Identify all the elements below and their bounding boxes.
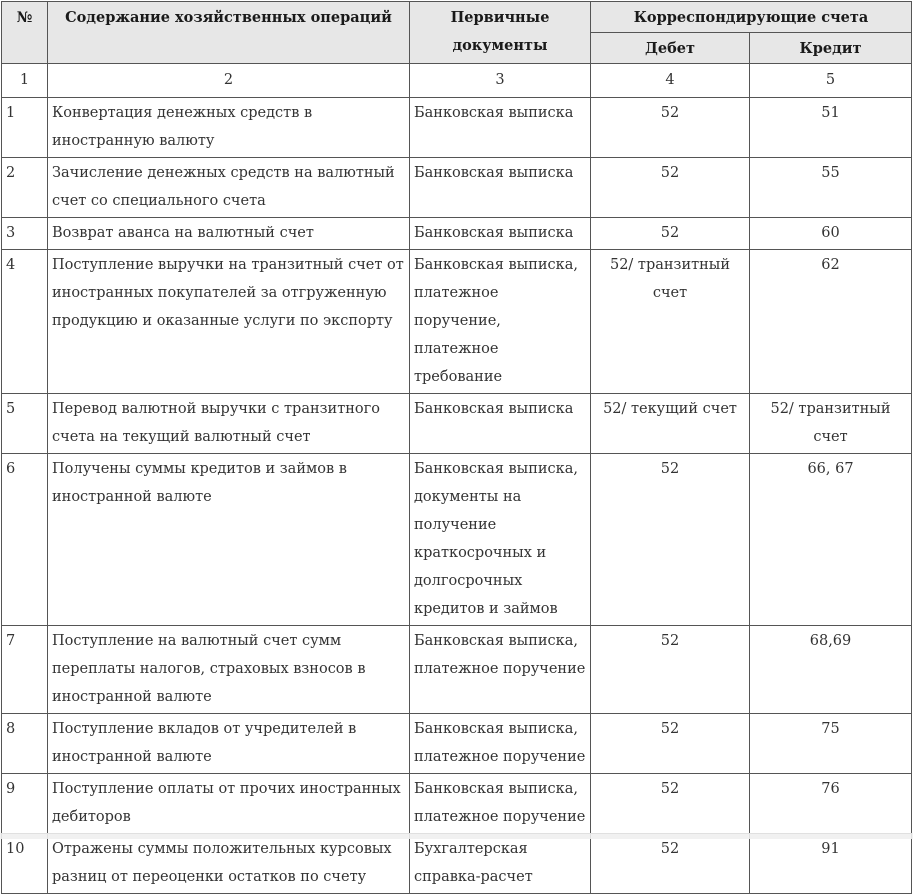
table-row bbox=[2, 774, 912, 834]
header-documents-line1: Первичные bbox=[450, 9, 550, 26]
row-number-cell: 9 bbox=[2, 774, 48, 834]
primary-documents-cell: Банковская выписка bbox=[410, 218, 591, 250]
debit-account-cell: 52 bbox=[591, 98, 750, 158]
table-row bbox=[2, 834, 912, 894]
table-row bbox=[2, 454, 912, 626]
operations-table bbox=[1, 1, 912, 894]
header-documents-line2: документы bbox=[452, 37, 548, 54]
credit-account-cell: 55 bbox=[750, 158, 912, 218]
table-row bbox=[2, 98, 912, 158]
credit-account-cell: 52/ транзитный счет bbox=[750, 394, 912, 454]
primary-documents-cell: Банковская выписка, платежное поручение bbox=[410, 774, 591, 834]
header-number: № bbox=[2, 2, 48, 64]
credit-account-cell: 68,69 bbox=[750, 626, 912, 714]
credit-account-cell: 51 bbox=[750, 98, 912, 158]
debit-account-cell: 52 bbox=[591, 834, 750, 894]
header-documents bbox=[410, 2, 591, 64]
operation-content-cell: Поступление оплаты от прочих иностранных дебиторов bbox=[48, 774, 410, 834]
table-row bbox=[2, 218, 912, 250]
debit-account-cell: 52 bbox=[591, 218, 750, 250]
column-number: 5 bbox=[750, 64, 912, 98]
debit-account-cell: 52 bbox=[591, 714, 750, 774]
table-row bbox=[2, 158, 912, 218]
credit-account-cell: 62 bbox=[750, 250, 912, 394]
debit-account-cell: 52 bbox=[591, 158, 750, 218]
bottom-edge bbox=[0, 833, 913, 839]
table-body bbox=[2, 64, 912, 894]
operation-content-cell: Конвертация денежных средств в иностранную валюту bbox=[48, 98, 410, 158]
row-number-cell: 7 bbox=[2, 626, 48, 714]
debit-account-cell: 52 bbox=[591, 454, 750, 626]
column-number: 3 bbox=[410, 64, 591, 98]
header-debit: Дебет bbox=[591, 33, 750, 64]
row-number-cell: 4 bbox=[2, 250, 48, 394]
operation-content-cell: Отражены суммы положительных курсовых разниц от переоценки остатков по счету bbox=[48, 834, 410, 894]
operation-content-cell: Получены суммы кредитов и займов в иностранной валюте bbox=[48, 454, 410, 626]
operation-content-cell: Зачисление денежных средств на валютный счет со специального счета bbox=[48, 158, 410, 218]
row-number-cell: 6 bbox=[2, 454, 48, 626]
header-accounts: Корреспондирующие счета bbox=[591, 2, 912, 33]
header-content: Содержание хозяйственных операций bbox=[48, 2, 410, 64]
table-row bbox=[2, 250, 912, 394]
credit-account-cell: 66, 67 bbox=[750, 454, 912, 626]
column-number: 2 bbox=[48, 64, 410, 98]
primary-documents-cell: Банковская выписка, платежное поручение, платежное требование bbox=[410, 250, 591, 394]
debit-account-cell: 52 bbox=[591, 774, 750, 834]
row-number-cell: 8 bbox=[2, 714, 48, 774]
row-number-cell: 3 bbox=[2, 218, 48, 250]
column-number: 4 bbox=[591, 64, 750, 98]
operation-content-cell: Перевод валютной выручки с транзитного счета на текущий валютный счет bbox=[48, 394, 410, 454]
table-row bbox=[2, 714, 912, 774]
primary-documents-cell: Банковская выписка, документы на получение краткосрочных и долгосрочных кредитов и займов bbox=[410, 454, 591, 626]
credit-account-cell: 60 bbox=[750, 218, 912, 250]
operation-content-cell: Поступление вкладов от учредителей в иностранной валюте bbox=[48, 714, 410, 774]
column-number-row bbox=[2, 64, 912, 98]
operation-content-cell: Поступление выручки на транзитный счет от иностранных покупателей за отгруженную продукцию и оказанные услуги по экспорту bbox=[48, 250, 410, 394]
column-number: 1 bbox=[2, 64, 48, 98]
operation-content-cell: Поступление на валютный счет сумм переплаты налогов, страховых взносов в иностранной валюте bbox=[48, 626, 410, 714]
table-row bbox=[2, 626, 912, 714]
header-credit: Кредит bbox=[750, 33, 912, 64]
primary-documents-cell: Банковская выписка, платежное поручение bbox=[410, 714, 591, 774]
row-number-cell: 5 bbox=[2, 394, 48, 454]
row-number-cell: 10 bbox=[2, 834, 48, 894]
row-number-cell: 1 bbox=[2, 98, 48, 158]
table-row bbox=[2, 394, 912, 454]
primary-documents-cell: Бухгалтерская справка-расчет bbox=[410, 834, 591, 894]
credit-account-cell: 91 bbox=[750, 834, 912, 894]
credit-account-cell: 76 bbox=[750, 774, 912, 834]
primary-documents-cell: Банковская выписка, платежное поручение bbox=[410, 626, 591, 714]
row-number-cell: 2 bbox=[2, 158, 48, 218]
debit-account-cell: 52 bbox=[591, 626, 750, 714]
debit-account-cell: 52/ текущий счет bbox=[591, 394, 750, 454]
debit-account-cell: 52/ транзитный счет bbox=[591, 250, 750, 394]
primary-documents-cell: Банковская выписка bbox=[410, 394, 591, 454]
primary-documents-cell: Банковская выписка bbox=[410, 158, 591, 218]
operation-content-cell: Возврат аванса на валютный счет bbox=[48, 218, 410, 250]
credit-account-cell: 75 bbox=[750, 714, 912, 774]
header-row-top bbox=[2, 2, 912, 33]
primary-documents-cell: Банковская выписка bbox=[410, 98, 591, 158]
